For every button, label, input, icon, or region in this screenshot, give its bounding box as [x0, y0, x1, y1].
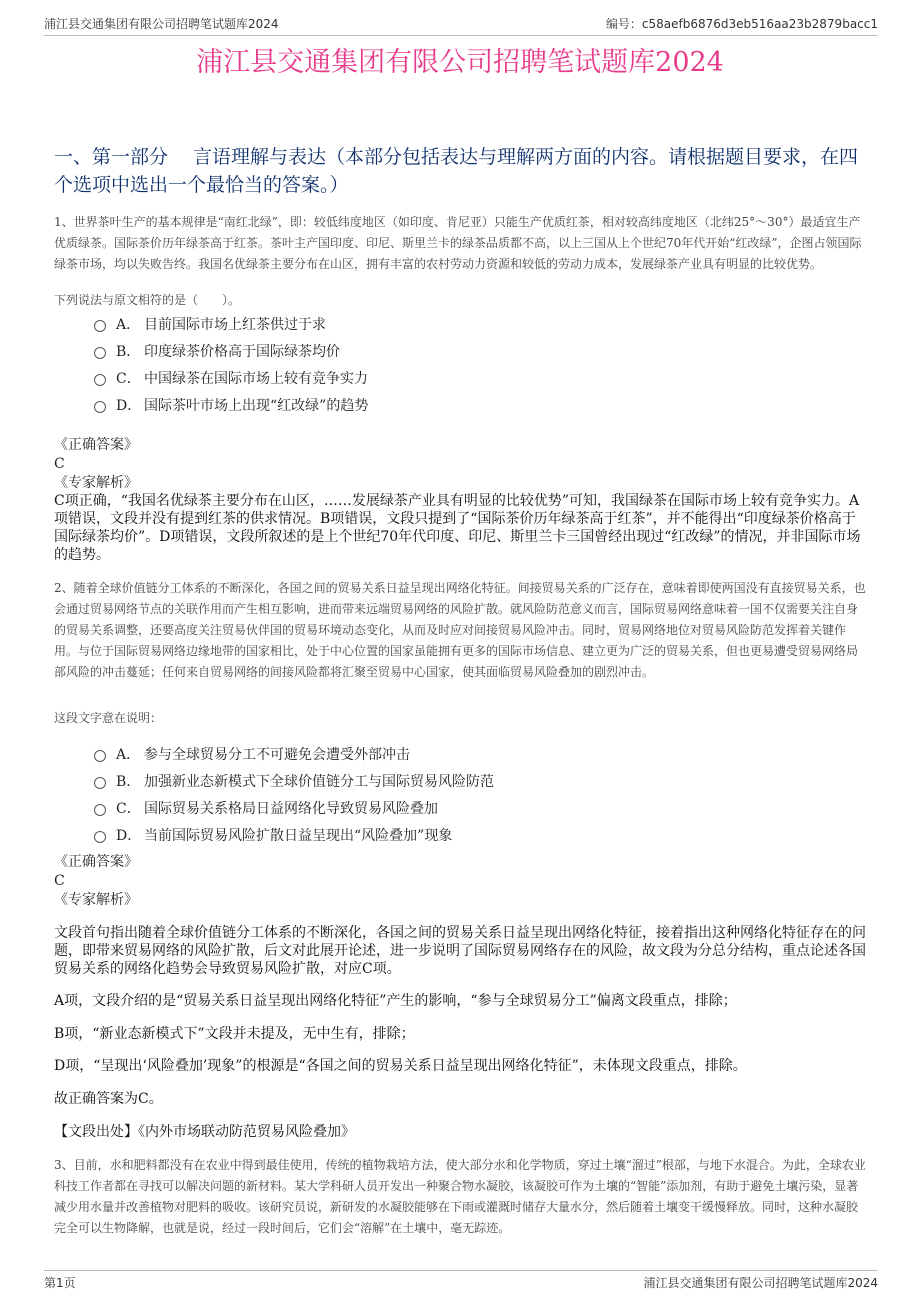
q2-source: 【文段出处】《内外市场联动防范贸易风险叠加》 [54, 1124, 355, 1140]
q1-text: 1、世界茶叶生产的基本规律是“南红北绿”，即：较低纬度地区（如印度、肯尼亚）只能生产优质红茶，相对较高纬度地区（北纬25°～30°）最适宜生产优质绿茶。国际茶价历年绿茶高于红茶。茶叶主产国印度、印尼、斯里兰卡的绿茶品质都不高，以上三国从上个世纪70年代开始“红改绿”，企图占领国际绿茶市场，均以失败告终。我国名优绿茶主要分布在山区，拥有丰富的农村劳动力资源和较低的劳动力成本，发展绿茶产业具有明显的比较优势。 [54, 215, 862, 271]
option-key: D． [116, 827, 142, 844]
q1-prompt: 下列说法与原文相符的是（ ）。 [54, 293, 241, 307]
option-key: A． [116, 316, 141, 333]
q2-option-d-analysis: D项，“呈现出‘风险叠加’现象”的根源是“各国之间的贸易关系日益呈现出网络化特征”，未体现文段重点，排除。 [54, 1058, 747, 1074]
q2-option-a[interactable] [94, 740, 494, 767]
header-doc-id: 编号：c58aefb6876d3eb516aa23b2879bacc1 [605, 17, 878, 31]
q3-text: 3、目前，水和肥料都没有在农业中得到最佳使用，传统的植物栽培方法，使大部分水和化学物质，穿过土壤“溜过”根部，与地下水混合。为此，全球农业科技工作者都在寻找可以解决问题的新材料。某大学科研人员开发出一种聚合物水凝胶，该凝胶可作为土壤的“智能”添加剂，有助于避免土壤污染，显著减少用水量并改善植物对肥料的吸收。该研究员说，新研发的水凝胶能够在下雨或灌溉时储存大量水分，然后随着土壤变干缓慢释放。同时，这种水凝胶完全可以生物降解，也就是说，经过一段时间后，它们会“溶解”在土壤中，毫无踪迹。 [54, 1158, 866, 1235]
q2-analysis: 文段首句指出随着全球价值链分工体系的不断深化，各国之间的贸易关系日益呈现出网络化特征，接着指出这种网络化特征存在的问题，即带来贸易网络的风险扩散，后文对此展开论述，进一步说明了国际贸易网络存在的风险，故文段为分总分结构，重点论述各国贸易关系的网络化趋势会导致贸易风险扩散，对应C项。 [54, 925, 866, 977]
option-text: 印度绿茶价格高于国际绿茶均价 [144, 343, 340, 360]
q2-option-b[interactable] [94, 767, 494, 794]
radio-icon[interactable] [94, 320, 106, 332]
header-doc-title: 浦江县交通集团有限公司招聘笔试题库2024 [44, 17, 279, 31]
q2-option-b-analysis: B项，“新业态新模式下”文段并未提及，无中生有，排除； [54, 1026, 415, 1042]
page-header [44, 13, 878, 36]
page-number: 第1页 [44, 1276, 76, 1290]
option-text: 国际贸易关系格局日益网络化导致贸易风险叠加 [144, 800, 438, 817]
q1-analysis: C项正确，“我国名优绿茶主要分布在山区，……发展绿茶产业具有明显的比较优势”可知，我国绿茶在国际市场上较有竞争实力。A项错误，文段并没有提到红茶的供求情况。B项错误，文段只提到了“国际茶价历年绿茶高于红茶”，并不能得出“印度绿茶价格高于国际绿茶均价”。D项错误，文段所叙述的是上个世纪70年代印度、印尼、斯里兰卡三国曾经出现过“红改绿”的情况，并非国际市场的趋势。 [54, 493, 861, 563]
page-title: 浦江县交通集团有限公司招聘笔试题库2024 [196, 47, 724, 78]
footer-doc-title: 浦江县交通集团有限公司招聘笔试题库2024 [643, 1276, 878, 1290]
section-heading: 一、第一部分 言语理解与表达（本部分包括表达与理解两方面的内容。请根据题目要求，在四个选项中选出一个最恰当的答案。） [54, 146, 859, 196]
q2-option-c[interactable] [94, 794, 494, 821]
q2-conclusion: 故正确答案为C。 [54, 1091, 163, 1107]
q1-analysis-label: 《专家解析》 [54, 475, 138, 491]
q1-answer-label: 《正确答案》 [54, 437, 138, 453]
q2-text: 2、随着全球价值链分工体系的不断深化，各国之间的贸易关系日益呈现出网络化特征。间接贸易关系的广泛存在，意味着即使两国没有直接贸易关系，也会通过贸易网络节点的关联作用而产生相互影响，进而带来远端贸易网络的风险扩散。就风险防范意义而言，国际贸易网络意味着一国不仅需要关注自身的贸易关系调整，还要高度关注贸易伙伴国的贸易环境动态变化，从而及时应对间接贸易风险冲击。同时，贸易网络地位对贸易风险防范发挥着关键作用。与位于国际贸易网络边缘地带的国家相比，处于中心位置的国家虽能拥有更多的国际市场信息、建立更为广泛的贸易关系，但也更易遭受贸易网络局部风险的冲击蔓延；任何来自贸易网络的间接风险都将汇聚至贸易中心国家，使其面临贸易风险叠加的剧烈冲击。 [54, 581, 866, 679]
q2-option-a-analysis: A项，文段介绍的是“贸易关系日益呈现出网络化特征”产生的影响，“参与全球贸易分工”偏离文段重点，排除； [54, 993, 737, 1009]
q2-answer-label: 《正确答案》 [54, 854, 138, 870]
option-key: B． [116, 773, 141, 790]
option-text: 加强新业态新模式下全球价值链分工与国际贸易风险防范 [144, 773, 494, 790]
option-text: 国际茶叶市场上出现“红改绿”的趋势 [144, 397, 369, 414]
q1-option-c[interactable] [94, 364, 368, 391]
option-key: C． [116, 800, 141, 817]
q2-answer: C [54, 873, 65, 889]
option-text: 目前国际市场上红茶供过于求 [144, 316, 326, 333]
q2-analysis-label: 《专家解析》 [54, 892, 138, 908]
q2-option-d[interactable] [94, 821, 494, 848]
q1-option-d[interactable] [94, 391, 368, 418]
radio-icon[interactable] [94, 804, 106, 816]
page-footer [44, 1270, 878, 1290]
option-text: 当前国际贸易风险扩散日益呈现出“风险叠加”现象 [144, 827, 453, 844]
radio-icon[interactable] [94, 777, 106, 789]
option-key: D． [116, 397, 142, 414]
q1-answer: C [54, 456, 65, 472]
radio-icon[interactable] [94, 374, 106, 386]
option-key: C． [116, 370, 141, 387]
option-text: 中国绿茶在国际市场上较有竞争实力 [144, 370, 368, 387]
q1-options [94, 310, 368, 418]
option-key: B． [116, 343, 141, 360]
radio-icon[interactable] [94, 750, 106, 762]
q2-options [94, 740, 494, 848]
radio-icon[interactable] [94, 401, 106, 413]
q1-option-a[interactable] [94, 310, 368, 337]
q1-option-b[interactable] [94, 337, 368, 364]
option-key: A． [116, 746, 141, 763]
radio-icon[interactable] [94, 831, 106, 843]
q2-prompt: 这段文字意在说明： [54, 711, 163, 725]
radio-icon[interactable] [94, 347, 106, 359]
option-text: 参与全球贸易分工不可避免会遭受外部冲击 [144, 746, 410, 763]
